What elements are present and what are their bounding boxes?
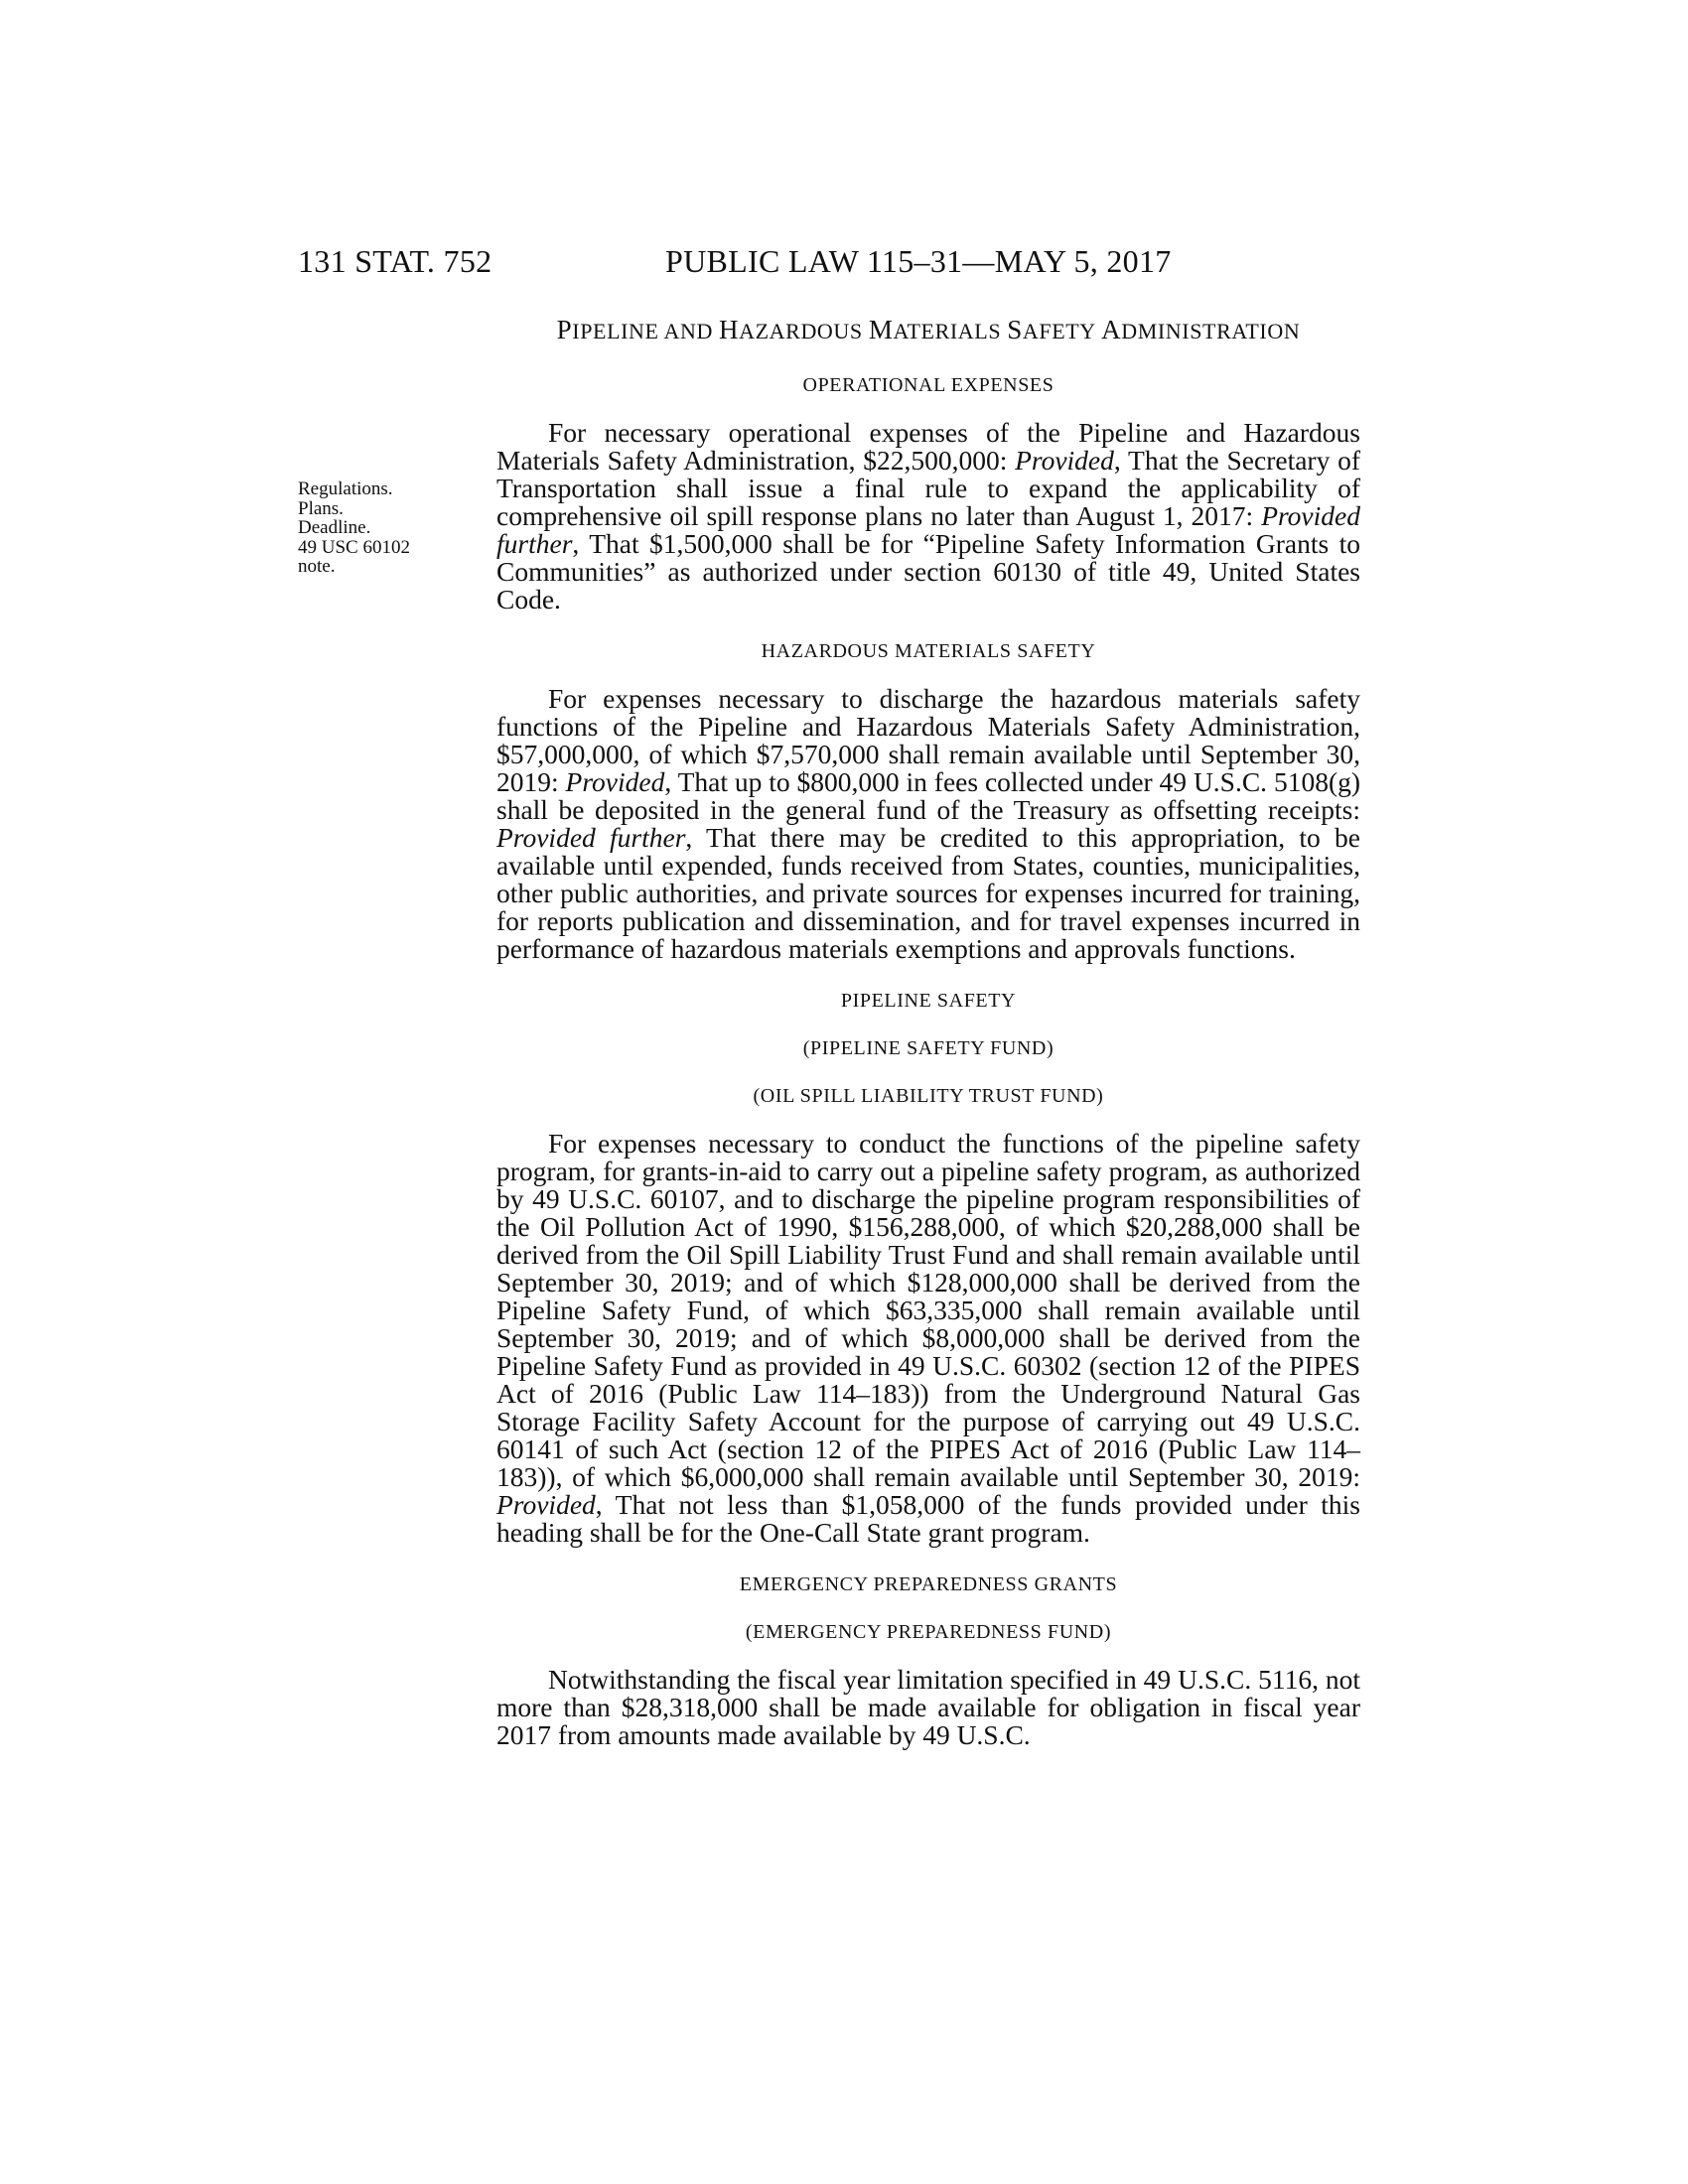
- section-paragraph: [496, 1666, 1360, 1749]
- italic-text: Provided: [496, 1489, 596, 1520]
- section-paragraph: [496, 685, 1360, 963]
- sections-container: [496, 371, 1360, 1749]
- text-run: , That the Secretary of Transportation shall issue a final rule to expand the applicability of comprehensive oil spill response plans no later than August 1, 2017:: [496, 445, 1360, 531]
- section-heading: (PIPELINE SAFETY FUND): [802, 1037, 1055, 1059]
- section-paragraph: [496, 1130, 1360, 1547]
- margin-note-line: Regulations.: [298, 478, 393, 499]
- section-heading: PIPELINE SAFETY: [840, 990, 1017, 1012]
- text-run: , That up to $800,000 in fees collected under 49 U.S.C. 5108(g) shall be deposited in the general fund of the Treasury as offsetting receipts:: [496, 766, 1361, 825]
- italic-text: Provided: [565, 766, 665, 797]
- section-heading: HAZARDOUS MATERIALS SAFETY: [761, 640, 1096, 662]
- margin-note: [298, 479, 457, 577]
- text-run: For expenses necessary to conduct the functions of the pipeline safety program, for grants-in-aid to carry out a pipeline safety program, as authorized by 49 U.S.C. 60107, and to discharge the pipeline program responsibilities of the Oil Pollution Act of 1990, $156,288,000, of which $20,288,000 shall be derived from the Oil Spill Liability Trust Fund and shall remain available until September 30, 2019; and of which $128,000,000 shall be derived from the Pipeline Safety Fund, of which $63,335,000 shall remain available until September 30, 2019; and of which $8,000,000 shall be derived from the Pipeline Safety Fund as provided in 49 U.S.C. 60302 (section 12 of the PIPES Act of 2016 (Public Law 114–183)) from the Underground Natural Gas Storage Facility Safety Account for the purpose of carrying out 49 U.S.C. 60141 of such Act (section 12 of the PIPES Act of 2016 (Public Law 114–183)), of which $6,000,000 shall remain available until September 30, 2019:: [496, 1128, 1360, 1492]
- italic-text: Provided further: [496, 822, 686, 853]
- section-heading: OPERATIONAL EXPENSES: [802, 374, 1055, 396]
- text-run: For necessary operational expenses of the Pipeline and Hazardous Materials Safety Administration, $22,500,000:: [496, 417, 1360, 476]
- stat-page-number: 131 STAT. 752: [298, 243, 492, 279]
- text-run: , That there may be credited to this appropriation, to be available until expended, funds received from States, counties, municipalities, other public authorities, and private sources for expenses incurred for training, for reports publication and dissemination, and for travel expenses incurred in performance of hazardous materials exemptions and approvals functions.: [496, 822, 1360, 964]
- public-law-header: PUBLIC LAW 115–31—MAY 5, 2017: [665, 243, 1172, 279]
- section-paragraph: [496, 419, 1360, 614]
- italic-text: Provided: [1015, 445, 1114, 476]
- margin-note-line: Deadline.: [298, 517, 371, 538]
- margin-note-line: note.: [298, 556, 336, 577]
- section-heading: (EMERGENCY PREPAREDNESS FUND): [745, 1621, 1112, 1643]
- text-run: For expenses necessary to discharge the hazardous materials safety functions of the Pipeline and Hazardous Materials Safety Administration, $57,000,000, of which $7,570,000 shall remain available until September 30, 2019:: [496, 683, 1360, 797]
- text-run: , That not less than $1,058,000 of the funds provided under this heading shall be for the One-Call State grant program.: [496, 1489, 1360, 1548]
- italic-text: Provided further: [496, 500, 1360, 559]
- main-text-column: [496, 316, 1360, 1773]
- margin-note-line: Plans.: [298, 497, 344, 519]
- text-run: , That $1,500,000 shall be for “Pipeline Safety Information Grants to Communities” as authorized under section 60130 of title 49, United States Code.: [496, 528, 1360, 614]
- section-heading: (OIL SPILL LIABILITY TRUST FUND): [753, 1085, 1104, 1107]
- section-heading: EMERGENCY PREPAREDNESS GRANTS: [739, 1573, 1118, 1595]
- text-run: Notwithstanding the fiscal year limitation specified in 49 U.S.C. 5116, not more than $28,318,000 shall be made available for obligation in fiscal year 2017 from amounts made available by 49 U.S.C.: [496, 1664, 1360, 1750]
- agency-title: PIPELINE AND HAZARDOUS MATERIALS SAFETY ADMINISTRATION: [556, 315, 1301, 344]
- margin-note-line: 49 USC 60102: [298, 536, 410, 558]
